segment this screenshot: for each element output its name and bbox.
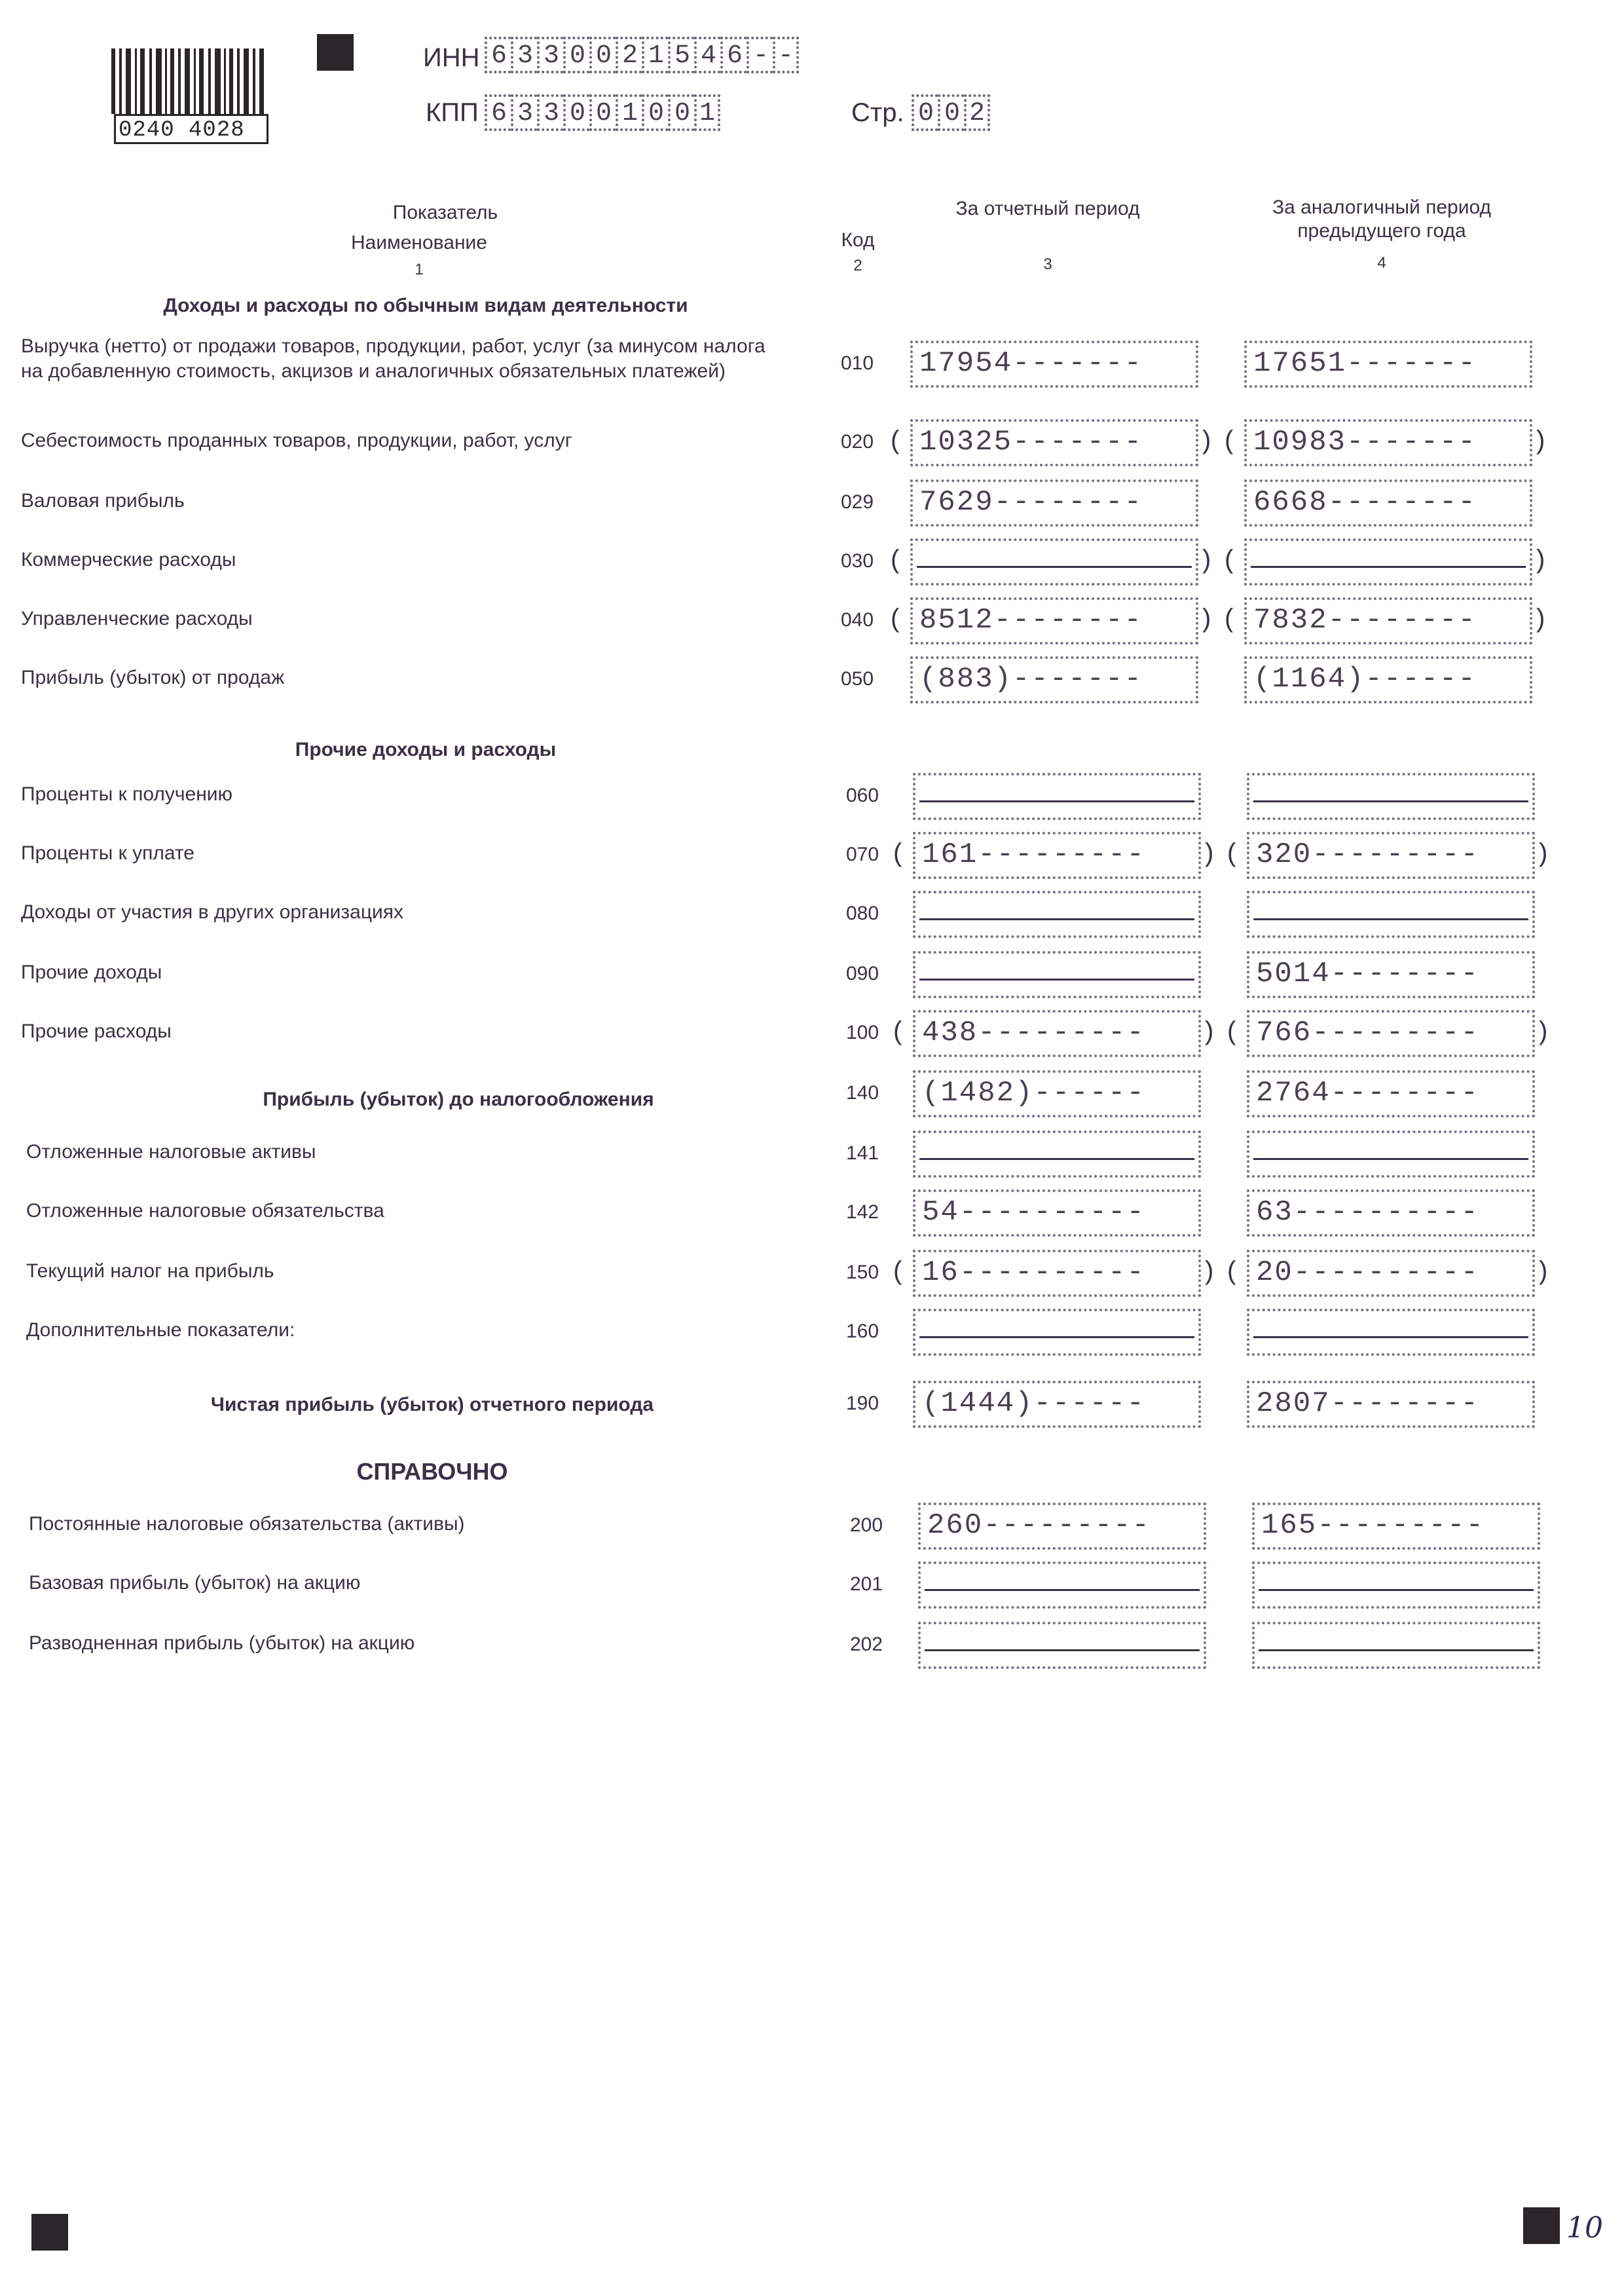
bracket-close: ) — [1202, 604, 1211, 633]
value-field-previous — [1247, 891, 1535, 938]
value-current: 17954------- — [919, 347, 1143, 380]
row-code: 080 — [846, 903, 879, 924]
empty-value-dash — [1253, 1336, 1528, 1338]
value-previous: (1164)------ — [1253, 663, 1477, 696]
value-field-previous — [1244, 479, 1532, 527]
col2-name: Код — [841, 229, 875, 251]
value-field-previous — [1244, 538, 1532, 586]
page-cells — [912, 94, 990, 131]
col3-num: 3 — [1043, 255, 1052, 273]
bracket-close: ) — [1539, 838, 1548, 867]
value-field-previous — [1247, 951, 1535, 998]
value-previous: 2807-------- — [1256, 1387, 1479, 1420]
barcode-number: 0240 4028 — [114, 114, 268, 144]
page-cell: 2 — [964, 94, 990, 131]
value-current: 8512-------- — [919, 604, 1143, 637]
value-previous: 2764-------- — [1256, 1077, 1479, 1110]
value-field-current — [918, 1622, 1206, 1669]
row-code: 202 — [850, 1634, 883, 1655]
value-field-previous — [1247, 1309, 1535, 1356]
bracket-open: ( — [1225, 604, 1234, 633]
row-label: Себестоимость проданных товаров, продукции, работ, услуг — [21, 430, 572, 451]
row-label: Отложенные налоговые обязательства — [26, 1200, 384, 1222]
row-code: 140 — [846, 1082, 879, 1104]
row-label: Выручка (нетто) от продажи товаров, продукции, работ, услуг (за минусом налога — [21, 335, 766, 357]
col4-name-line1: За аналогичный период — [1272, 196, 1492, 218]
section-reference: СПРАВОЧНО — [356, 1458, 508, 1485]
kpp-cell: 1 — [616, 94, 642, 131]
value-field-current — [913, 1010, 1201, 1057]
value-current: (1444)------ — [922, 1387, 1145, 1420]
value-field-current — [910, 419, 1198, 466]
row-code: 200 — [850, 1514, 883, 1536]
inn-cell: 0 — [589, 37, 616, 73]
col4-num: 4 — [1377, 254, 1386, 272]
value-field-current — [913, 1070, 1201, 1117]
row-code: 060 — [846, 785, 879, 806]
row-code: 141 — [846, 1142, 879, 1164]
kpp-cell: 0 — [563, 94, 589, 131]
bracket-open: ( — [1227, 838, 1236, 867]
empty-value-dash — [919, 918, 1194, 920]
empty-value-dash — [1259, 1649, 1534, 1651]
bracket-close: ) — [1205, 1017, 1214, 1045]
value-field-current — [913, 832, 1201, 879]
value-current: 10325------- — [919, 426, 1143, 458]
inn-label: ИНН — [423, 43, 480, 72]
empty-value-dash — [919, 1158, 1194, 1160]
empty-value-dash — [919, 1336, 1194, 1338]
value-current: (1482)------ — [922, 1077, 1145, 1110]
value-field-current — [913, 1381, 1201, 1428]
registration-mark-bottom-left — [31, 2214, 68, 2251]
row-label: Прибыль (убыток) от продаж — [21, 667, 285, 688]
bracket-open: ( — [893, 1256, 902, 1285]
row-label: Отложенные налоговые активы — [26, 1141, 316, 1163]
empty-value-dash — [925, 1649, 1200, 1651]
page-cell: 0 — [912, 94, 938, 131]
page-label: Стр. — [851, 98, 904, 127]
inn-cell: - — [773, 37, 799, 73]
col1-num: 1 — [415, 261, 424, 278]
kpp-cell: 6 — [485, 94, 511, 131]
inn-cell: 0 — [563, 37, 589, 73]
inn-cell: 5 — [668, 37, 694, 73]
value-field-previous — [1247, 1010, 1535, 1057]
row-label: Валовая прибыль — [21, 490, 185, 512]
row-code: 160 — [846, 1320, 879, 1342]
bracket-close: ) — [1539, 1256, 1548, 1285]
kpp-cell: 0 — [642, 94, 668, 131]
value-field-current — [910, 479, 1198, 527]
kpp-cell: 0 — [668, 94, 694, 131]
row-label: Коммерческие расходы — [21, 549, 236, 570]
value-current: 161--------- — [922, 838, 1145, 871]
kpp-label: КПП — [426, 98, 479, 127]
inn-cell: 4 — [694, 37, 720, 73]
bracket-close: ) — [1539, 1017, 1548, 1045]
value-previous: 766--------- — [1256, 1017, 1479, 1049]
value-field-previous — [1252, 1503, 1540, 1550]
row-label: Разводненная прибыль (убыток) на акцию — [29, 1632, 415, 1654]
row-label: Прочие доходы — [21, 962, 162, 983]
kpp-cell: 1 — [694, 94, 720, 131]
bracket-open: ( — [893, 838, 902, 867]
row-label: Дополнительные показатели: — [26, 1319, 295, 1341]
value-field-previous — [1247, 1381, 1535, 1428]
empty-value-dash — [1253, 800, 1528, 802]
value-field-current — [913, 1189, 1201, 1237]
empty-value-dash — [917, 566, 1192, 568]
value-field-previous — [1244, 597, 1532, 645]
bracket-open: ( — [891, 545, 900, 574]
row-code: 090 — [846, 963, 879, 984]
value-current: 260--------- — [927, 1509, 1151, 1542]
value-previous: 7832-------- — [1253, 604, 1477, 637]
empty-value-dash — [1253, 1158, 1528, 1160]
kpp-cells — [485, 94, 720, 131]
value-previous: 63---------- — [1256, 1196, 1479, 1229]
registration-mark-top — [317, 34, 354, 71]
value-field-current — [913, 1131, 1201, 1178]
row-label: Управленческие расходы — [21, 608, 253, 629]
inn-cell: 3 — [537, 37, 563, 73]
value-field-current — [918, 1562, 1206, 1609]
value-previous: 5014-------- — [1256, 958, 1479, 990]
empty-value-dash — [925, 1589, 1200, 1591]
row-label-line2: на добавленную стоимость, акцизов и аналогичных обязательных платежей) — [21, 360, 726, 382]
value-field-previous — [1247, 832, 1535, 879]
row-label: Постоянные налоговые обязательства (активы) — [29, 1513, 465, 1535]
row-code: 201 — [850, 1573, 883, 1595]
row-code: 030 — [841, 550, 874, 572]
col4-name-line2: предыдущего года — [1297, 220, 1466, 242]
value-field-current — [913, 1309, 1201, 1356]
value-field-current — [913, 773, 1201, 820]
value-field-current — [910, 538, 1198, 586]
row-label: Доходы от участия в других организациях — [21, 901, 404, 923]
value-field-previous — [1252, 1622, 1540, 1669]
kpp-cell: 0 — [589, 94, 616, 131]
value-field-previous — [1252, 1562, 1540, 1609]
empty-value-dash — [919, 979, 1194, 981]
value-previous: 20---------- — [1256, 1256, 1479, 1289]
inn-cell: 6 — [720, 37, 747, 73]
value-field-current — [910, 597, 1198, 645]
page-cell: 0 — [938, 94, 964, 131]
bracket-close: ) — [1536, 604, 1545, 633]
value-current: 54---------- — [922, 1196, 1145, 1229]
empty-value-dash — [919, 800, 1194, 802]
row-code: 070 — [846, 844, 879, 865]
value-previous: 320--------- — [1256, 838, 1479, 871]
row-code: 150 — [846, 1262, 879, 1283]
barcode — [111, 48, 266, 114]
value-field-current — [918, 1503, 1206, 1550]
value-current: 7629-------- — [919, 486, 1143, 519]
value-field-previous — [1247, 1250, 1535, 1297]
section-pretax-profit: Прибыль (убыток) до налогообложения — [263, 1089, 654, 1110]
inn-cell: 3 — [511, 37, 537, 73]
col2-num: 2 — [853, 257, 862, 274]
row-code: 100 — [846, 1022, 879, 1043]
inn-cell: 2 — [616, 37, 642, 73]
row-code: 029 — [841, 491, 874, 513]
kpp-cell: 3 — [511, 94, 537, 131]
value-current: (883)------- — [919, 663, 1143, 696]
bracket-close: ) — [1202, 545, 1211, 574]
section-net-profit: Чистая прибыль (убыток) отчетного периода — [210, 1394, 654, 1415]
section-ordinary-activities: Доходы и расходы по обычным видам деятельности — [163, 295, 688, 316]
value-field-previous — [1247, 773, 1535, 820]
empty-value-dash — [1259, 1589, 1534, 1591]
value-field-previous — [1244, 656, 1532, 703]
value-field-current — [910, 341, 1198, 388]
row-code: 010 — [841, 352, 874, 374]
bracket-close: ) — [1205, 1256, 1214, 1285]
row-code: 020 — [841, 431, 874, 453]
empty-value-dash — [1251, 566, 1526, 568]
bracket-open: ( — [893, 1017, 902, 1045]
row-label: Проценты к уплате — [21, 842, 194, 864]
bracket-close: ) — [1536, 545, 1545, 574]
bracket-open: ( — [1225, 545, 1234, 574]
bracket-close: ) — [1202, 426, 1211, 455]
bracket-open: ( — [1225, 426, 1234, 455]
row-label: Текущий налог на прибыль — [26, 1260, 274, 1282]
row-code: 190 — [846, 1393, 879, 1414]
registration-mark-bottom-right — [1523, 2207, 1560, 2244]
value-field-previous — [1247, 1189, 1535, 1237]
value-previous: 10983------- — [1253, 426, 1477, 458]
value-field-current — [913, 951, 1201, 998]
kpp-cell: 3 — [537, 94, 563, 131]
row-label: Прочие расходы — [21, 1020, 172, 1042]
value-field-previous — [1244, 419, 1532, 466]
empty-value-dash — [1253, 918, 1528, 920]
bracket-open: ( — [1227, 1256, 1236, 1285]
section-other-income: Прочие доходы и расходы — [295, 739, 557, 760]
value-current: 438--------- — [922, 1017, 1145, 1049]
col1-top: Показатель — [392, 202, 498, 223]
value-field-previous — [1247, 1131, 1535, 1178]
row-code: 050 — [841, 668, 874, 690]
value-current: 16---------- — [922, 1256, 1145, 1289]
value-previous: 17651------- — [1253, 347, 1477, 380]
value-field-current — [913, 1250, 1201, 1297]
inn-cell: - — [747, 37, 773, 73]
bracket-close: ) — [1205, 838, 1214, 867]
value-previous: 6668-------- — [1253, 486, 1477, 519]
value-previous: 165--------- — [1261, 1509, 1485, 1542]
bracket-open: ( — [1227, 1017, 1236, 1045]
value-field-previous — [1247, 1070, 1535, 1117]
handwritten-page-number: 10 — [1566, 2211, 1603, 2245]
bracket-close: ) — [1536, 426, 1545, 455]
col1-name: Наименование — [351, 232, 487, 253]
row-label: Базовая прибыль (убыток) на акцию — [29, 1572, 361, 1594]
bracket-open: ( — [891, 604, 900, 633]
value-field-current — [913, 891, 1201, 938]
row-code: 040 — [841, 609, 874, 631]
value-field-current — [910, 656, 1198, 703]
inn-cells — [485, 37, 799, 73]
value-field-previous — [1244, 341, 1532, 388]
inn-cell: 1 — [642, 37, 668, 73]
inn-cell: 6 — [485, 37, 511, 73]
row-label: Проценты к получению — [21, 783, 233, 805]
col3-name: За отчетный период — [955, 198, 1140, 219]
bracket-open: ( — [891, 426, 900, 455]
row-code: 142 — [846, 1201, 879, 1223]
